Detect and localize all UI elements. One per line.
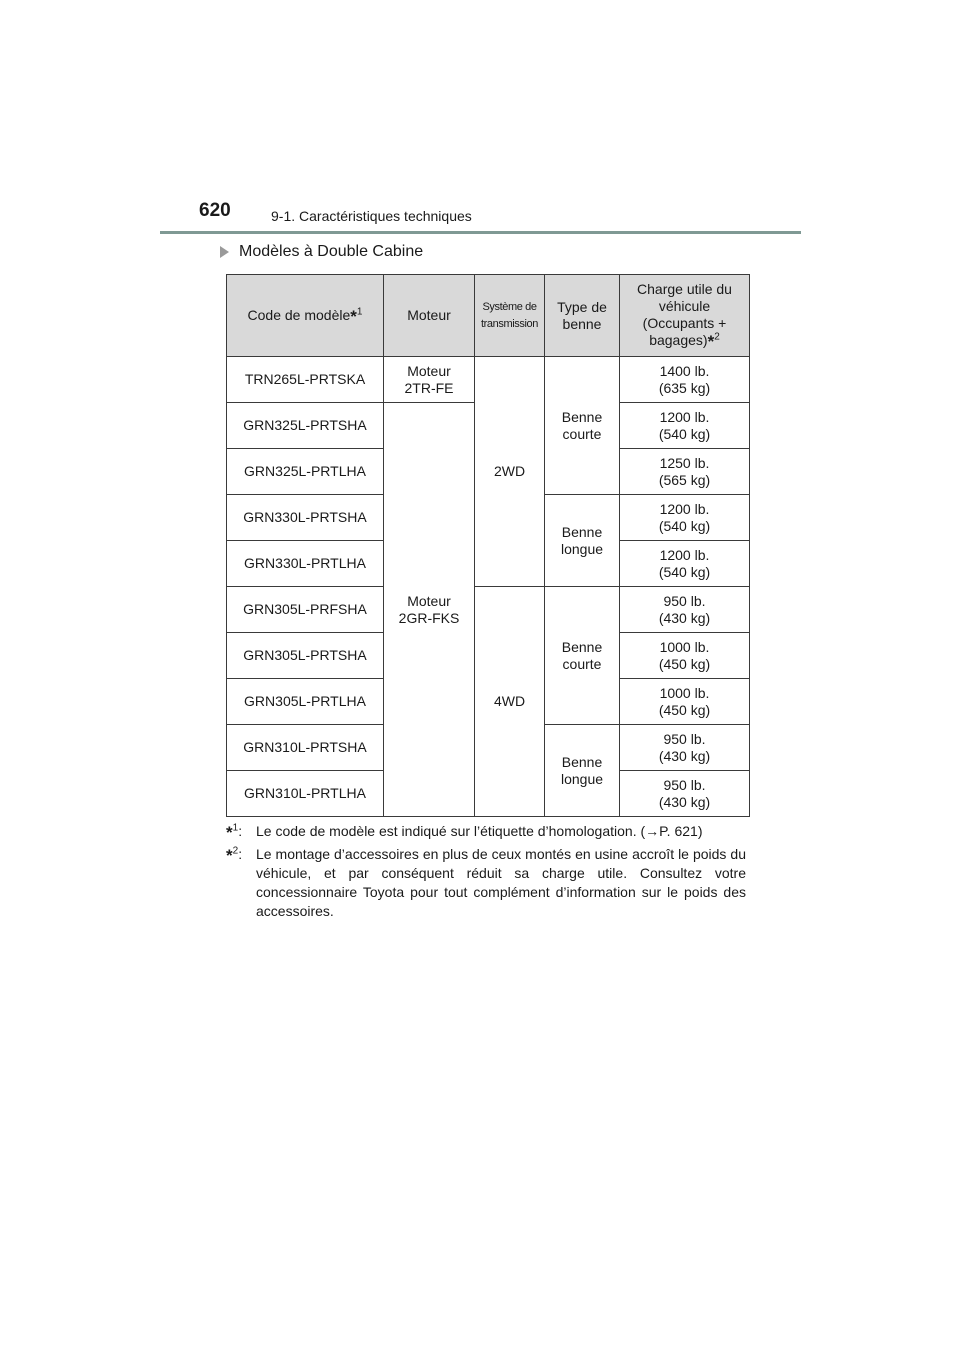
header-engine: Moteur [384,275,475,357]
model-code: GRN330L-PRTLHA [227,541,384,587]
model-code: GRN325L-PRTSHA [227,403,384,449]
subsection-heading [220,243,423,261]
table-row [227,587,750,633]
payload-cell: 1000 lb. (450 kg) [620,633,750,679]
footnote-2 [226,845,746,921]
payload-cell: 1400 lb. (635 kg) [620,357,750,403]
footnotes [226,822,746,924]
model-code: GRN310L-PRTLHA [227,771,384,817]
model-code: GRN305L-PRFSHA [227,587,384,633]
bed-type-cell: Benne longue [545,495,620,587]
header-transmission: Système de transmission [475,275,545,357]
header-rule [160,231,801,234]
footnote-mark: *$^2$: [226,845,243,865]
model-code: GRN305L-PRTLHA [227,679,384,725]
table-header-row [227,275,750,357]
payload-cell: 950 lb. (430 kg) [620,771,750,817]
transmission-cell: 4WD [475,587,545,817]
payload-table [226,274,750,817]
page-number: 620 [199,200,231,221]
header-model-code: Code de modèle*$^1$ [227,275,384,357]
footnote-mark: *$^1$: [226,822,243,842]
engine-cell: Moteur 2GR-FKS [384,403,475,817]
payload-cell: 1250 lb. (565 kg) [620,449,750,495]
model-code: GRN310L-PRTSHA [227,725,384,771]
payload-cell: 1200 lb. (540 kg) [620,403,750,449]
header-bed-type: Type de benne [545,275,620,357]
footnote-1 [226,822,746,842]
table-row [227,357,750,403]
payload-cell: 1200 lb. (540 kg) [620,495,750,541]
engine-cell: Moteur 2TR-FE [384,357,475,403]
payload-cell: 1200 lb. (540 kg) [620,541,750,587]
bed-type-cell: Benne longue [545,725,620,817]
footnote-text: Le code de modèle est indiqué sur l’étiquette d’homologation. (→P. 621) [256,823,703,839]
bed-type-cell: Benne courte [545,357,620,495]
model-code: GRN305L-PRTSHA [227,633,384,679]
section-title: 9-1. Caractéristiques techniques [271,208,472,224]
payload-cell: 950 lb. (430 kg) [620,587,750,633]
payload-cell: 1000 lb. (450 kg) [620,679,750,725]
footnote-text: Le montage d’accessoires en plus de ceux montés en usine accroît le poids du véhicule, et par conséquent réduit sa charge utile. Consultez votre concessionnaire Toyota pour tout complément d’information sur le poids des accessoires. [256,845,746,919]
bed-type-cell: Benne courte [545,587,620,725]
model-code: GRN330L-PRTSHA [227,495,384,541]
model-code: TRN265L-PRTSKA [227,357,384,403]
transmission-cell: 2WD [475,357,545,587]
payload-cell: 950 lb. (430 kg) [620,725,750,771]
triangle-bullet-icon [220,246,229,258]
subsection-title: Modèles à Double Cabine [239,243,424,260]
header-payload: Charge utile du véhicule (Occupants + bagages)*$^2$ [620,275,750,357]
model-code: GRN325L-PRTLHA [227,449,384,495]
